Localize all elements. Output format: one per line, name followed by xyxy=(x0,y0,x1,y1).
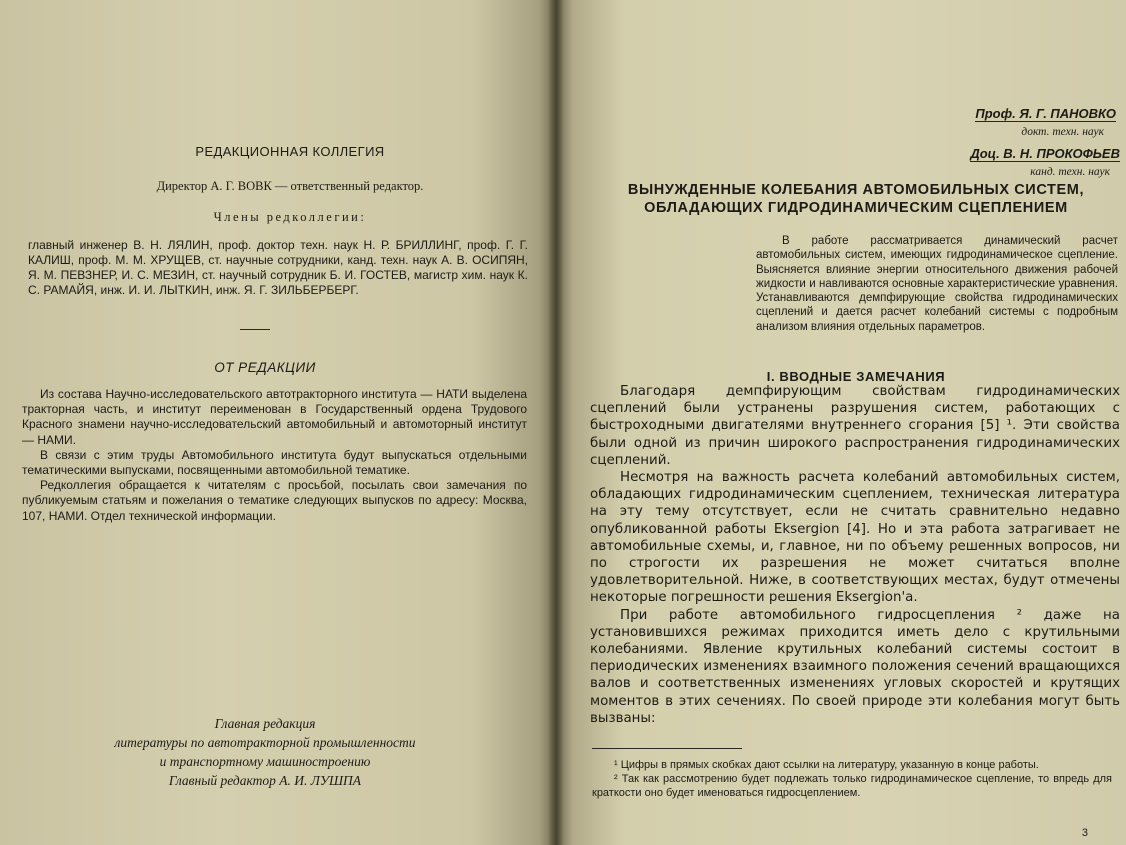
article-title xyxy=(586,181,1126,217)
author1-degree: докт. техн. наук xyxy=(1021,126,1104,138)
from-editors-paragraph: Из состава Научно-исследовательского автотракторного института — НАТИ выделена тракторная часть, и институт переименован в Государственный ордена Трудового Красного знамени научно-исследовательский автомобильный и автомоторный институт — НАМИ. xyxy=(22,387,527,447)
book-gutter-shadow xyxy=(548,0,564,845)
body-paragraph: При работе автомобильного гидросцепления ² даже на установившихся режимах приходится иметь дело с крутильными колебаниями. Явление крутильных колебаний системы состоит в периодических изменениях взаимного положения сечений вращающихся валов и соответственных изменениях угловых скоростей и крутящих моментов в этих сечениях. По своей природе эти колебания могут быть вызваны: xyxy=(590,607,1120,726)
footnotes xyxy=(592,758,1112,800)
section-heading: I. ВВОДНЫЕ ЗАМЕЧАНИЯ xyxy=(766,369,946,384)
footnote: ¹ Цифры в прямых скобках дают ссылки на литературу, указанную в конце работы. xyxy=(614,759,1039,771)
divider-rule xyxy=(240,329,270,330)
author1-name: Проф. Я. Г. ПАНОВКО xyxy=(975,106,1116,121)
body-paragraph: Благодаря демпфирующим свойствам гидродинамических сцеплений были устранены разрушения систем, работающих с быстроходными двигателями внутреннего сгорания [5] ¹. Эти свойства были одной из причин широкого распространения гидродинамических сцеплений. xyxy=(590,384,1120,468)
right-page xyxy=(556,0,1126,845)
publisher-line: литературы по автотракторной промышленности xyxy=(114,735,416,750)
article-title-line: ОБЛАДАЮЩИХ ГИДРОДИНАМИЧЕСКИМ СЦЕПЛЕНИЕМ xyxy=(644,200,1068,216)
author2-degree: канд. техн. наук xyxy=(1030,166,1110,178)
director-line: Директор А. Г. ВОВК — ответственный редактор. xyxy=(156,179,424,193)
publisher-line: Главная редакция xyxy=(214,716,316,731)
body-paragraph: Несмотря на важность расчета колебаний автомобильных систем, обладающих гидродинамическим сцеплением, техническая литература на эту тему отсутствует, если не считать сравнительно недавно опубликованной работы Eksergion [4]. Но и эта работа затрагивает не автомобильные схемы, и, главное, ни по объему решенных вопросов, ни по строгости их разрешения не может считаться вполне удовлетворительной. Ниже, в соответствующих местах, будут отмечены некоторые погрешности решения Eksergion'а. xyxy=(590,470,1120,606)
article-title-line: ВЫНУЖДЕННЫЕ КОЛЕБАНИЯ АВТОМОБИЛЬНЫХ СИСТЕМ, xyxy=(627,182,1085,198)
left-page xyxy=(0,0,556,845)
publisher-block xyxy=(55,714,475,790)
body-text xyxy=(590,383,1120,727)
footnote-rule xyxy=(592,748,742,749)
publisher-line: Главный редактор А. И. ЛУШПА xyxy=(168,773,362,788)
footnote: ² Так как рассмотрению будет подлежать только гидродинамическое сцепление, то впредь для краткости оно будет именоваться гидросцеплением. xyxy=(592,773,1112,799)
from-editors-paragraph: Редколлегия обращается к читателям с просьбой, посылать свои замечания по публикуемым статьям и пожелания о тематике следующих выпусков по адресу: Москва, 107, НАМИ. Отдел технической информации. xyxy=(22,478,527,523)
from-editors-paragraph: В связи с этим труды Автомобильного института будут выпускаться отдельными тематическими выпусками, посвященными автомобильной тематике. xyxy=(22,447,527,478)
page-number: 3 xyxy=(1081,827,1088,839)
from-editors-heading: ОТ РЕДАКЦИИ xyxy=(214,360,316,375)
publisher-line: и транспортному машиностроению xyxy=(159,754,371,769)
author2-name: Доц. В. Н. ПРОКОФЬЕВ xyxy=(970,146,1120,161)
members-heading: Члены редколлегии: xyxy=(213,210,367,224)
from-editors-text xyxy=(22,387,527,524)
members-text: главный инженер В. Н. ЛЯЛИН, проф. доктор техн. наук Н. Р. БРИЛЛИНГ, проф. Г. Г. КАЛИШ, проф. М. М. ХРУЩЕВ, ст. научные сотрудники, канд. техн. наук А. В. ОСИПЯН, Я. М. ПЕВЗНЕР, И. С. МЕЗИН, ст. научный сотрудник Б. И. ГОСТЕВ, магистр хим. наук К. С. РАМАЙЯ, инж. И. И. ЛЫТКИН, инж. Я. Г. ЗИЛЬБЕРБЕРГ. xyxy=(28,238,528,297)
editorial-board-title: РЕДАКЦИОННАЯ КОЛЛЕГИЯ xyxy=(195,144,385,159)
abstract: В работе рассматривается динамический расчет автомобильных систем, имеющих гидродинамическое сцепление. Выясняется влияние энергии относительного движения рабочей жидкости и навливаются основные характеристические уравнения. Устанавливаются демпфирующие свойства гидродинамических сцеплений и дается расчет колебаний системы с подробным анализом влияния отдельных параметров. xyxy=(756,235,1118,333)
